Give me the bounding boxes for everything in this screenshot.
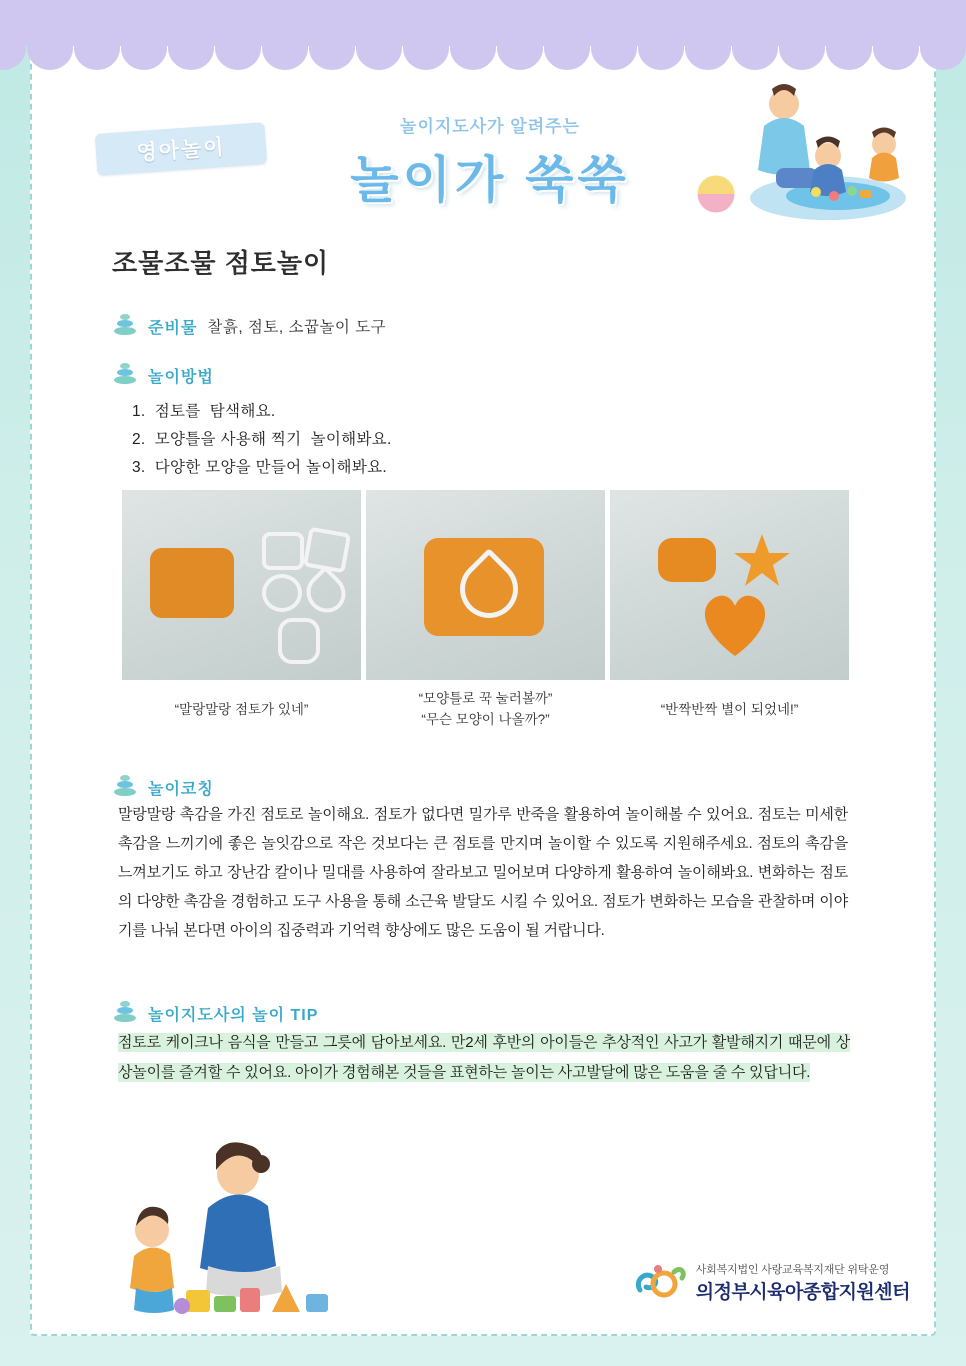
stacking-ring-icon xyxy=(112,1000,138,1026)
step-item: 3. 다양한 모양을 만들어 놀이해봐요. xyxy=(132,459,387,476)
stacking-ring-icon xyxy=(112,313,138,339)
tip-text-wrap xyxy=(118,1028,850,1088)
step-item: 2. 모양틀을 사용해 찍기 놀이해봐요. xyxy=(132,431,392,448)
activity-title: 조물조물 점토놀이 xyxy=(112,248,330,278)
footer-org-name: 의정부시육아종합지원센터 xyxy=(695,1281,910,1303)
photo-strip xyxy=(122,490,850,738)
top-scallop-decoration xyxy=(0,0,966,72)
caption-line: “반짝반짝 별이 되었네!” xyxy=(660,701,799,717)
photo-cell xyxy=(610,490,849,738)
photo-shaped-clay xyxy=(610,490,849,680)
tip-row xyxy=(112,1000,318,1026)
header-pretitle: 놀이지도사가 알려주는 xyxy=(400,117,580,136)
photo-clay-and-cutters xyxy=(122,490,361,680)
coaching-label: 놀이코칭 xyxy=(148,780,214,798)
caption-line: “모양틀로 꾹 눌러볼까” xyxy=(418,691,553,706)
family-playing-illustration xyxy=(688,70,918,230)
footer-org-small: 사회복지법인 사랑교육복지재단 위탁운영 xyxy=(695,1263,890,1276)
materials-row xyxy=(112,313,386,339)
coaching-text: 말랑말랑 촉감을 가진 점토로 놀이해요. 점토가 없다면 밀가루 반죽을 활용하여 놀이해볼 수 있어요. 점토는 미세한 촉감을 느끼기에 좋은 놀잇감으로 작은 것보다는 큰 점토를 만지며 놀이할 수 있도록 지원해주세요. 점토의 촉감을 느껴보기도 하고 장난감 칼이나 밀대를 사용하여 잘라보고 밀어보며 다양하게 활용하여 놀이해봐요. 변화하는 점토의 다양한 촉감을 경험하고 도구 사용을 통해 소근육 발달도 시킬 수 있어요. 점토가 변화하는 모습을 관찰하며 이야기를 나눠 본다면 아이의 집중력과 기억력 향상에도 많은 도움이 될 거랍니다. xyxy=(118,806,848,939)
method-label: 놀이방법 xyxy=(148,368,214,386)
category-badge-label: 영아놀이 xyxy=(135,135,227,166)
materials-value: 찰흙, 점토, 소꿉놀이 도구 xyxy=(207,319,387,336)
header-title: 놀이가 쑥쑥 xyxy=(350,152,630,208)
stacking-ring-icon xyxy=(112,774,138,800)
photo-heart-pressed-clay xyxy=(366,490,605,680)
photo-cell xyxy=(366,490,605,738)
stacking-ring-icon xyxy=(112,362,138,388)
photo-caption xyxy=(366,680,605,738)
step-item: 1. 점토를 탐색해요. xyxy=(132,403,276,420)
mother-and-child-illustration xyxy=(90,1138,350,1318)
center-logo-icon xyxy=(634,1260,686,1304)
tip-text: 점토로 케이크나 음식을 만들고 그릇에 담아보세요. 만2세 후반의 아이들은 추상적인 사고가 활발해지기 때문에 상상놀이를 즐겨할 수 있어요. 아이가 경험해본 것들을 표현하는 놀이는 사고발달에 많은 도움을 줄 수 있답니다. xyxy=(118,1034,850,1081)
method-steps xyxy=(132,398,832,482)
footer-logo xyxy=(634,1260,910,1304)
photo-cell xyxy=(122,490,361,738)
materials-label: 준비물 xyxy=(148,319,198,337)
photo-caption xyxy=(610,680,849,738)
method-row xyxy=(112,362,214,388)
caption-line: “무슨 모양이 나올까?” xyxy=(421,712,550,727)
photo-caption xyxy=(122,680,361,738)
tip-label: 놀이지도사의 놀이 TIP xyxy=(148,1006,319,1024)
coaching-row xyxy=(112,774,214,800)
caption-line: “말랑말랑 점토가 있네” xyxy=(174,701,309,717)
